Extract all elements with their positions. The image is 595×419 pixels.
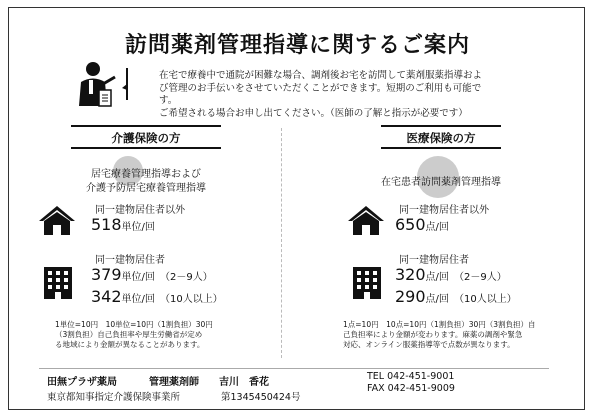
apartment-building-icon [43,266,73,300]
apartment-building-icon [352,266,382,300]
page-title: 訪問薬剤管理指導に関するご案内 [124,33,470,58]
iryo-subtitle: 在宅患者訪問薬剤管理指導 [381,177,501,188]
iryo-multi-label: 同一建物居住者 [399,255,469,266]
kaigo-multi-row-2: 342単位/回 （10人以上） [91,287,223,306]
flyer [8,7,585,410]
iryo-multi-row-1: 320点/回 （2－9人） [395,265,507,284]
kaigo-multi-row-1: 379単位/回 （2－9人） [91,265,213,284]
kaigo-single-label: 同一建物居住者以外 [95,205,185,216]
kaigo-subtitle-2: 介護予防居宅療養管理指導 [86,183,206,194]
iryo-note: 1点=10円 10点=10円（1割負担）30円（3割負担）自 己負担率により金額が変わります。麻薬の調剤や緊急 対応、オンライン服薬指導等で点数が異なります。 [343,320,536,349]
kaigo-subtitle-1: 居宅療養管理指導および [91,169,201,180]
iryo-multi-row-2: 290点/回 （10人以上） [395,287,517,306]
house-icon [346,204,386,236]
iryo-heading-rule-top [381,125,501,127]
footer-divider [39,368,549,369]
pharmacist-presenting-icon [75,60,139,114]
kaigo-note: 1単位=10円 10単位=10円（1割負担）30円 （3割負担）自己負担率や厚生労働省が定め る地域により金額が異なることがあります。 [55,320,213,349]
kaigo-heading-rule-top [71,125,221,127]
manager-name: 吉川 香花 [219,377,269,388]
intro-text: 在宅で療養中で通院が困難な場合、調剤後お宅を訪問して薬剤服薬指導およ び管理のお手伝いをさせていただくことができます。短期のご利用も可能で す。 ご希望される場合お申し出てください。（医師の了解と指示が必要です） [159,70,483,119]
kaigo-heading: 介護保険の方 [111,131,181,145]
tel: TEL 042-451-9001 [367,371,455,382]
iryo-single-label: 同一建物居住者以外 [399,205,489,216]
kaigo-heading-rule-bottom [71,147,221,149]
fax: FAX 042-451-9009 [367,383,455,394]
kaigo-multi-label: 同一建物居住者 [95,255,165,266]
iryo-single-price: 650点/回 [395,215,449,234]
kaigo-single-price: 518単位/回 [91,215,155,234]
house-icon [37,204,77,236]
iryo-heading: 医療保険の方 [406,131,476,145]
business-number: 第1345450424号 [221,392,301,403]
column-divider [281,128,282,358]
pharmacy-name: 田無プラザ薬局 [47,377,117,388]
designation: 東京都知事指定介護保険事業所 [47,392,181,403]
manager-label: 管理薬剤師 [149,377,199,388]
iryo-heading-rule-bottom [381,147,501,149]
